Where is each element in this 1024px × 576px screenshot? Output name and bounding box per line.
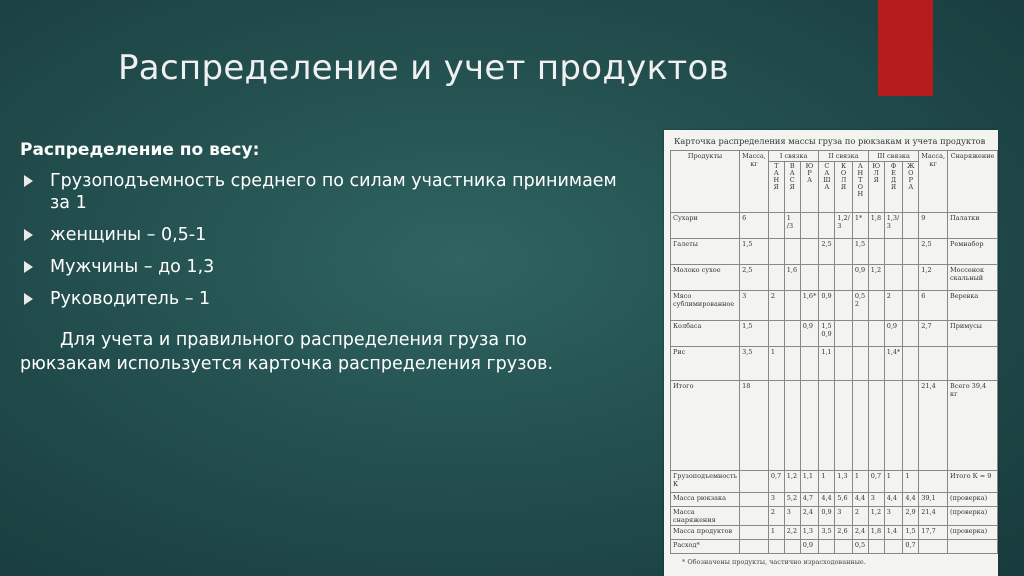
card-row [671, 291, 998, 321]
card-mass2-cell: 39,1 [919, 493, 948, 507]
card-mass2-cell: 21,4 [919, 507, 948, 526]
header-name-cell: К О Л Я [835, 162, 853, 213]
card-mass2-cell: 1,2 [919, 265, 948, 291]
bullet-arrow-icon [24, 293, 33, 305]
header-group-2: II связка [819, 151, 868, 162]
header-group-1: I связка [768, 151, 819, 162]
header-name-cell: Ж О Р А [903, 162, 919, 213]
bullet-item [20, 288, 620, 310]
card-value-cell [884, 540, 903, 554]
card-value-cell: 1,1 [819, 347, 835, 381]
card-product-cell: Галеты [671, 239, 740, 265]
slide-title: Распределение и учет продуктов [118, 48, 729, 88]
bullet-item [20, 256, 620, 278]
card-gear-cell: Итого К = 9 [948, 471, 998, 493]
card-value-cell: 5,6 [835, 493, 853, 507]
card-product-cell: Масса рюкзака [671, 493, 740, 507]
card-product-cell: Колбаса [671, 321, 740, 347]
card-value-cell [903, 265, 919, 291]
card-value-cell: 2,4 [800, 507, 819, 526]
card-value-cell: 0,9 [800, 321, 819, 347]
card-value-cell: 1,2 [868, 265, 884, 291]
card-value-cell: 3,5 [819, 526, 835, 540]
card-value-cell: 1,6 [784, 265, 800, 291]
card-value-cell: 0,9 [819, 291, 835, 321]
card-gear-cell: Моссенок скальный [948, 265, 998, 291]
card-value-cell: 2,4 [852, 526, 868, 540]
card-mass-cell: 18 [740, 381, 769, 471]
bullet-arrow-icon [24, 229, 33, 241]
card-body [671, 213, 998, 554]
card-mass2-cell: 17,7 [919, 526, 948, 540]
card-value-cell [835, 239, 853, 265]
slide-content [20, 140, 620, 376]
card-value-cell [852, 347, 868, 381]
card-value-cell: 2 [768, 507, 784, 526]
header-name-cell: А Н Т О Н [852, 162, 868, 213]
header-name-cell: Ф Е Д Я [884, 162, 903, 213]
card-value-cell: 1,8 [868, 526, 884, 540]
bullet-item [20, 224, 620, 246]
card-value-cell [784, 291, 800, 321]
card-table [670, 150, 998, 554]
card-value-cell: 1 [852, 471, 868, 493]
card-value-cell: 1 [819, 471, 835, 493]
card-row [671, 540, 998, 554]
card-value-cell [835, 265, 853, 291]
card-value-cell [868, 239, 884, 265]
card-gear-cell: Палатки [948, 213, 998, 239]
card-value-cell: 3 [868, 493, 884, 507]
card-value-cell: 2 [852, 507, 868, 526]
bullet-item [20, 170, 620, 214]
card-product-cell: Масса снаряжения [671, 507, 740, 526]
card-value-cell [835, 321, 853, 347]
subhead: Распределение по весу: [20, 140, 260, 160]
card-value-cell: 4,4 [903, 493, 919, 507]
card-value-cell [835, 291, 853, 321]
card-value-cell [903, 291, 919, 321]
card-value-cell: 4,4 [819, 493, 835, 507]
bullet-text: женщины – 0,5-1 [50, 225, 207, 245]
card-mass-cell [740, 471, 769, 493]
card-product-cell: Грузоподъемность К [671, 471, 740, 493]
header-name-cell: Т А Н Я [768, 162, 784, 213]
card-value-cell: 1* [852, 213, 868, 239]
card-mass-cell: 6 [740, 213, 769, 239]
card-value-cell: 1 [768, 526, 784, 540]
card-value-cell: 1 [903, 471, 919, 493]
bullet-arrow-icon [24, 175, 33, 187]
card-value-cell: 1,6* [800, 291, 819, 321]
card-row [671, 213, 998, 239]
card-mass-cell [740, 507, 769, 526]
card-value-cell [800, 265, 819, 291]
card-value-cell [868, 540, 884, 554]
card-value-cell [800, 239, 819, 265]
card-mass2-cell: 21,4 [919, 381, 948, 471]
card-header-row [671, 151, 998, 162]
card-value-cell [784, 239, 800, 265]
card-value-cell: 4,7 [800, 493, 819, 507]
card-value-cell [768, 239, 784, 265]
card-value-cell [768, 540, 784, 554]
card-value-cell [852, 381, 868, 471]
card-value-cell: 1 [884, 471, 903, 493]
card-row [671, 265, 998, 291]
card-value-cell: 4,4 [884, 493, 903, 507]
card-value-cell [768, 381, 784, 471]
card-value-cell [800, 213, 819, 239]
card-product-cell: Итого [671, 381, 740, 471]
card-title: Карточка распределения массы груза по рюкзакам и учета продуктов [674, 136, 986, 146]
card-mass-cell: 2,5 [740, 265, 769, 291]
card-value-cell [784, 540, 800, 554]
card-row [671, 239, 998, 265]
bullet-text: Грузоподъемность среднего по силам участника принимаем за 1 [50, 171, 617, 213]
card-value-cell: 5,2 [784, 493, 800, 507]
card-value-cell: 0,9 [819, 507, 835, 526]
card-value-cell [868, 291, 884, 321]
card-value-cell [819, 265, 835, 291]
card-value-cell: 0,5 [852, 540, 868, 554]
header-name-cell: С А Ш А [819, 162, 835, 213]
distribution-card-image [664, 130, 998, 576]
card-value-cell [852, 321, 868, 347]
card-value-cell [903, 213, 919, 239]
header-mass: Масса, кг [740, 151, 769, 213]
card-value-cell: 0,7 [903, 540, 919, 554]
card-mass-cell [740, 540, 769, 554]
card-value-cell [819, 213, 835, 239]
card-value-cell [768, 265, 784, 291]
card-mass-cell [740, 526, 769, 540]
card-row [671, 381, 998, 471]
card-value-cell [903, 381, 919, 471]
card-value-cell [903, 347, 919, 381]
card-value-cell: 3 [835, 507, 853, 526]
card-value-cell: 4,4 [852, 493, 868, 507]
card-value-cell [884, 239, 903, 265]
card-value-cell: 1,3/ 3 [884, 213, 903, 239]
card-gear-cell [948, 540, 998, 554]
accent-bar [878, 0, 933, 96]
card-value-cell [819, 540, 835, 554]
bullet-text: Мужчины – до 1,3 [50, 257, 215, 277]
card-row [671, 493, 998, 507]
card-value-cell: 0,9 [884, 321, 903, 347]
card-value-cell: 2,2 [784, 526, 800, 540]
card-value-cell: 0,7 [768, 471, 784, 493]
card-mass2-cell [919, 540, 948, 554]
card-value-cell: 0,9 [800, 540, 819, 554]
card-value-cell [819, 381, 835, 471]
card-product-cell: Мясо сублимированное [671, 291, 740, 321]
card-value-cell: 0,9 [852, 265, 868, 291]
card-footnote: * Обозначены продукты, частично израсходованные. [682, 558, 866, 566]
card-value-cell [835, 540, 853, 554]
card-row [671, 347, 998, 381]
card-product-cell: Масса продуктов [671, 526, 740, 540]
bullet-text: Руководитель – 1 [50, 289, 211, 309]
card-value-cell: 2,6 [835, 526, 853, 540]
card-value-cell: 2 [768, 291, 784, 321]
card-value-cell [768, 213, 784, 239]
card-value-cell [835, 347, 853, 381]
card-value-cell [903, 321, 919, 347]
card-value-cell [784, 381, 800, 471]
card-value-cell [800, 381, 819, 471]
header-name-cell: В А С Я [784, 162, 800, 213]
card-product-cell: Молоко сухое [671, 265, 740, 291]
bullet-arrow-icon [24, 261, 33, 273]
card-mass-cell: 1,5 [740, 239, 769, 265]
card-value-cell [868, 381, 884, 471]
card-gear-cell: Всего 39,4 кг [948, 381, 998, 471]
card-value-cell: 0,7 [868, 471, 884, 493]
card-product-cell: Расход* [671, 540, 740, 554]
card-row [671, 507, 998, 526]
header-name-cell: Ю Р А [800, 162, 819, 213]
card-value-cell: 1,5 0,9 [819, 321, 835, 347]
header-mass-2: Масса, кг [919, 151, 948, 213]
card-gear-cell: Примусы [948, 321, 998, 347]
card-gear-cell: Веревка [948, 291, 998, 321]
card-value-cell: 1 /3 [784, 213, 800, 239]
card-value-cell: 1,2 [868, 507, 884, 526]
card-value-cell: 1,1 [800, 471, 819, 493]
card-gear-cell: (проверка) [948, 526, 998, 540]
card-mass-cell [740, 493, 769, 507]
card-product-cell: Сухари [671, 213, 740, 239]
card-value-cell [800, 347, 819, 381]
card-row [671, 526, 998, 540]
card-mass2-cell: 2,5 [919, 239, 948, 265]
card-product-cell: Рис [671, 347, 740, 381]
card-value-cell: 1,5 [852, 239, 868, 265]
card-value-cell: 3 [884, 507, 903, 526]
card-value-cell: 2 [884, 291, 903, 321]
card-mass-cell: 3,5 [740, 347, 769, 381]
card-value-cell: 1 [768, 347, 784, 381]
card-value-cell: 2,9 [903, 507, 919, 526]
description-paragraph: Для учета и правильного распределения груза по рюкзакам используется карточка распределения грузов. [20, 330, 554, 374]
card-value-cell: 1,5 [903, 526, 919, 540]
card-value-cell [868, 321, 884, 347]
card-value-cell [835, 381, 853, 471]
card-value-cell: 0,5 2 [852, 291, 868, 321]
card-mass2-cell: 2,7 [919, 321, 948, 347]
header-name-cell: Ю Л Я [868, 162, 884, 213]
header-products: Продукты [671, 151, 740, 213]
card-value-cell: 3 [768, 493, 784, 507]
card-mass-cell: 3 [740, 291, 769, 321]
card-gear-cell: (проверка) [948, 507, 998, 526]
card-mass2-cell [919, 471, 948, 493]
card-value-cell: 1,2/ 3 [835, 213, 853, 239]
card-row [671, 471, 998, 493]
card-value-cell: 3 [784, 507, 800, 526]
card-row [671, 321, 998, 347]
card-value-cell [903, 239, 919, 265]
card-gear-cell: (проверка) [948, 493, 998, 507]
card-value-cell [868, 347, 884, 381]
card-value-cell: 1,8 [868, 213, 884, 239]
card-value-cell: 1,2 [784, 471, 800, 493]
card-value-cell: 2,5 [819, 239, 835, 265]
card-mass-cell: 1,5 [740, 321, 769, 347]
card-value-cell: 1,4 [884, 526, 903, 540]
header-gear: Снаряжение [948, 151, 998, 213]
card-gear-cell [948, 347, 998, 381]
bullet-list [20, 170, 620, 310]
card-mass2-cell [919, 347, 948, 381]
card-value-cell: 1,4* [884, 347, 903, 381]
card-mass2-cell: 6 [919, 291, 948, 321]
card-value-cell [884, 265, 903, 291]
card-value-cell [768, 321, 784, 347]
card-value-cell [784, 347, 800, 381]
card-value-cell [784, 321, 800, 347]
header-group-3: III связка [868, 151, 919, 162]
card-value-cell: 1,3 [800, 526, 819, 540]
card-mass2-cell: 9 [919, 213, 948, 239]
card-value-cell [884, 381, 903, 471]
card-value-cell: 1,3 [835, 471, 853, 493]
card-gear-cell: Ремнабор [948, 239, 998, 265]
